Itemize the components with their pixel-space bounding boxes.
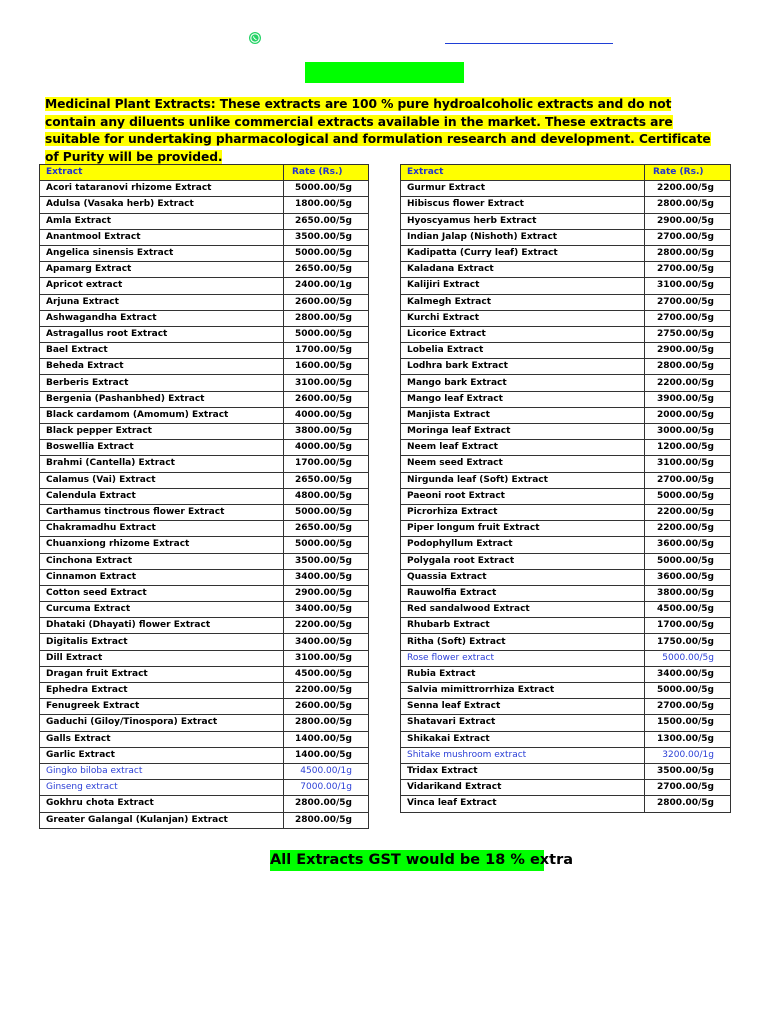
table-row xyxy=(401,699,731,715)
extract-rate: 1300.00/5g xyxy=(645,731,731,747)
table-row xyxy=(401,488,731,504)
extract-rate: 2400.00/1g xyxy=(284,278,369,294)
extract-rate: 2600.00/5g xyxy=(284,699,369,715)
extract-rate: 1200.00/5g xyxy=(645,440,731,456)
table-header-row xyxy=(401,165,731,181)
extract-rate: 3800.00/5g xyxy=(284,424,369,440)
extract-rate: 2700.00/5g xyxy=(645,310,731,326)
table-row xyxy=(40,407,369,423)
extract-rate: 2800.00/5g xyxy=(284,796,369,812)
extract-rate: 5000.00/5g xyxy=(284,326,369,342)
table-row xyxy=(401,537,731,553)
extract-name: Brahmi (Cantella) Extract xyxy=(40,456,284,472)
extract-name: Boswellia Extract xyxy=(40,440,284,456)
extract-name: Greater Galangal (Kulanjan) Extract xyxy=(40,812,284,828)
contact-link-underline[interactable] xyxy=(445,43,613,44)
extract-rate: 1750.00/5g xyxy=(645,634,731,650)
extract-rate: 3100.00/5g xyxy=(645,278,731,294)
table-row xyxy=(401,440,731,456)
extract-rate: 2200.00/5g xyxy=(645,504,731,520)
extract-name: Licorice Extract xyxy=(401,326,645,342)
extract-rate: 2650.00/5g xyxy=(284,213,369,229)
extract-name: Dill Extract xyxy=(40,650,284,666)
extract-rate: 2650.00/5g xyxy=(284,521,369,537)
table-row xyxy=(40,537,369,553)
table-row xyxy=(40,488,369,504)
extract-rate: 5000.00/5g xyxy=(645,553,731,569)
extract-name: Digitalis Extract xyxy=(40,634,284,650)
table-row xyxy=(401,602,731,618)
table-row xyxy=(401,245,731,261)
table-row xyxy=(40,278,369,294)
extract-rate: 5000.00/5g xyxy=(645,488,731,504)
extract-rate: 2900.00/5g xyxy=(645,213,731,229)
table-row xyxy=(40,262,369,278)
extract-column-header: Extract xyxy=(40,165,284,181)
extract-name: Mango bark Extract xyxy=(401,375,645,391)
table-row xyxy=(401,391,731,407)
extract-rate: 3600.00/5g xyxy=(645,569,731,585)
extract-rate: 2650.00/5g xyxy=(284,472,369,488)
table-row xyxy=(40,391,369,407)
extract-name: Angelica sinensis Extract xyxy=(40,245,284,261)
table-row xyxy=(40,375,369,391)
extract-name: Ginseng extract xyxy=(40,780,284,796)
extract-rate: 3800.00/5g xyxy=(645,585,731,601)
extract-column-header: Extract xyxy=(401,165,645,181)
table-row xyxy=(401,310,731,326)
table-row xyxy=(40,780,369,796)
extract-name: Rauwolfia Extract xyxy=(401,585,645,601)
table-row xyxy=(401,343,731,359)
table-header-row xyxy=(40,165,369,181)
extract-name: Dhataki (Dhayati) flower Extract xyxy=(40,618,284,634)
extract-name: Gokhru chota Extract xyxy=(40,796,284,812)
table-row xyxy=(40,343,369,359)
extract-rate: 3400.00/5g xyxy=(284,602,369,618)
extract-name: Berberis Extract xyxy=(40,375,284,391)
extract-rate: 3400.00/5g xyxy=(645,666,731,682)
table-row xyxy=(40,440,369,456)
extract-name: Mango leaf Extract xyxy=(401,391,645,407)
extract-rate: 5000.00/5g xyxy=(645,650,731,666)
extract-rate: 2800.00/5g xyxy=(284,310,369,326)
table-row xyxy=(401,666,731,682)
extract-rate: 2800.00/5g xyxy=(645,245,731,261)
table-row xyxy=(401,213,731,229)
extract-rate: 1400.00/5g xyxy=(284,747,369,763)
table-row xyxy=(40,634,369,650)
extract-rate: 1700.00/5g xyxy=(645,618,731,634)
extract-rate: 2200.00/5g xyxy=(645,375,731,391)
extract-name: Bergenia (Pashanbhed) Extract xyxy=(40,391,284,407)
table-row xyxy=(401,553,731,569)
extract-name: Amla Extract xyxy=(40,213,284,229)
extract-name: Cinnamon Extract xyxy=(40,569,284,585)
table-row xyxy=(401,375,731,391)
table-row xyxy=(40,796,369,812)
extract-name: Ritha (Soft) Extract xyxy=(401,634,645,650)
extract-name: Chakramadhu Extract xyxy=(40,521,284,537)
table-row xyxy=(40,245,369,261)
extract-name: Black pepper Extract xyxy=(40,424,284,440)
table-row xyxy=(40,618,369,634)
table-row xyxy=(40,585,369,601)
gst-note: All Extracts GST would be 18 % extra xyxy=(270,850,544,871)
extract-rate: 7000.00/1g xyxy=(284,780,369,796)
extract-name: Neem leaf Extract xyxy=(401,440,645,456)
extract-name: Ephedra Extract xyxy=(40,683,284,699)
table-row xyxy=(401,585,731,601)
extract-rate: 2000.00/5g xyxy=(645,407,731,423)
extract-rate: 5000.00/5g xyxy=(284,537,369,553)
extract-name: Bael Extract xyxy=(40,343,284,359)
extract-name: Quassia Extract xyxy=(401,569,645,585)
extract-name: Hyoscyamus herb Extract xyxy=(401,213,645,229)
table-row xyxy=(40,424,369,440)
table-row xyxy=(401,796,731,812)
extract-rate: 3400.00/5g xyxy=(284,569,369,585)
table-row xyxy=(401,731,731,747)
extract-rate: 3400.00/5g xyxy=(284,634,369,650)
table-row xyxy=(40,699,369,715)
extract-name: Dragan fruit Extract xyxy=(40,666,284,682)
table-row xyxy=(401,456,731,472)
extract-name: Carthamus tinctrous flower Extract xyxy=(40,504,284,520)
extract-rate: 3100.00/5g xyxy=(284,375,369,391)
extract-name: Galls Extract xyxy=(40,731,284,747)
extract-name: Kaladana Extract xyxy=(401,262,645,278)
extract-name: Nirgunda leaf (Soft) Extract xyxy=(401,472,645,488)
extract-rate: 2800.00/5g xyxy=(284,812,369,828)
table-row xyxy=(40,569,369,585)
table-row xyxy=(40,683,369,699)
table-row xyxy=(40,229,369,245)
extract-rate: 2800.00/5g xyxy=(645,796,731,812)
extract-name: Beheda Extract xyxy=(40,359,284,375)
table-row xyxy=(40,197,369,213)
extract-name: Calendula Extract xyxy=(40,488,284,504)
table-row xyxy=(401,780,731,796)
extract-name: Indian Jalap (Nishoth) Extract xyxy=(401,229,645,245)
extract-name: Black cardamom (Amomum) Extract xyxy=(40,407,284,423)
table-row xyxy=(401,197,731,213)
price-table-left xyxy=(39,164,369,829)
extract-rate: 3100.00/5g xyxy=(645,456,731,472)
extract-name: Curcuma Extract xyxy=(40,602,284,618)
extract-rate: 3600.00/5g xyxy=(645,537,731,553)
extract-name: Calamus (Vai) Extract xyxy=(40,472,284,488)
table-row xyxy=(401,294,731,310)
table-row xyxy=(40,521,369,537)
extract-name: Kalijiri Extract xyxy=(401,278,645,294)
extract-rate: 2200.00/5g xyxy=(284,618,369,634)
table-row xyxy=(401,504,731,520)
extract-rate: 3500.00/5g xyxy=(284,229,369,245)
extract-rate: 1600.00/5g xyxy=(284,359,369,375)
extract-rate: 4800.00/5g xyxy=(284,488,369,504)
extract-rate: 4500.00/5g xyxy=(645,602,731,618)
extract-rate: 2700.00/5g xyxy=(645,472,731,488)
rate-column-header: Rate (Rs.) xyxy=(645,165,731,181)
table-row xyxy=(40,310,369,326)
extract-name: Paeoni root Extract xyxy=(401,488,645,504)
extract-rate: 4500.00/1g xyxy=(284,763,369,779)
table-row xyxy=(40,456,369,472)
extract-rate: 2700.00/5g xyxy=(645,294,731,310)
extract-name: Apamarg Extract xyxy=(40,262,284,278)
extract-name: Gurmur Extract xyxy=(401,181,645,197)
table-row xyxy=(40,504,369,520)
extract-rate: 5000.00/5g xyxy=(284,245,369,261)
extract-rate: 2900.00/5g xyxy=(284,585,369,601)
extract-rate: 2750.00/5g xyxy=(645,326,731,342)
extract-name: Rhubarb Extract xyxy=(401,618,645,634)
table-row xyxy=(401,181,731,197)
extract-name: Cotton seed Extract xyxy=(40,585,284,601)
table-row xyxy=(40,731,369,747)
extract-name: Manjista Extract xyxy=(401,407,645,423)
extract-rate: 1500.00/5g xyxy=(645,715,731,731)
extract-name: Ashwagandha Extract xyxy=(40,310,284,326)
table-row xyxy=(401,229,731,245)
intro-text: Medicinal Plant Extracts: These extracts are 100 % pure hydroalcoholic extracts and do not contain any diluents unlike commercial extracts available in the market. These extracts are suitable for undertaking pharmacological and formulation research and development. Certificate of Purity will be provided. xyxy=(45,97,711,164)
extract-name: Chuanxiong rhizome Extract xyxy=(40,537,284,553)
table-row xyxy=(40,763,369,779)
extract-rate: 4000.00/5g xyxy=(284,407,369,423)
extract-name: Kadipatta (Curry leaf) Extract xyxy=(401,245,645,261)
extract-rate: 2700.00/5g xyxy=(645,699,731,715)
extract-name: Polygala root Extract xyxy=(401,553,645,569)
extract-rate: 4000.00/5g xyxy=(284,440,369,456)
extract-rate: 1400.00/5g xyxy=(284,731,369,747)
table-row xyxy=(401,618,731,634)
table-row xyxy=(401,262,731,278)
extract-name: Acori tataranovi rhizome Extract xyxy=(40,181,284,197)
extract-rate: 2600.00/5g xyxy=(284,391,369,407)
extract-rate: 4500.00/5g xyxy=(284,666,369,682)
table-row xyxy=(40,326,369,342)
table-row xyxy=(40,715,369,731)
extract-rate: 2650.00/5g xyxy=(284,262,369,278)
extract-rate: 2600.00/5g xyxy=(284,294,369,310)
extract-rate: 2900.00/5g xyxy=(645,343,731,359)
extract-name: Vinca leaf Extract xyxy=(401,796,645,812)
table-row xyxy=(401,650,731,666)
table-row xyxy=(40,812,369,828)
extract-rate: 5000.00/5g xyxy=(284,181,369,197)
table-row xyxy=(401,521,731,537)
table-row xyxy=(40,181,369,197)
extract-rate: 3500.00/5g xyxy=(284,553,369,569)
extract-name: Neem seed Extract xyxy=(401,456,645,472)
extract-name: Garlic Extract xyxy=(40,747,284,763)
extract-name: Moringa leaf Extract xyxy=(401,424,645,440)
extract-name: Tridax Extract xyxy=(401,763,645,779)
extract-name: Astragallus root Extract xyxy=(40,326,284,342)
extract-rate: 3500.00/5g xyxy=(645,763,731,779)
extract-name: Shikakai Extract xyxy=(401,731,645,747)
extract-name: Shatavari Extract xyxy=(401,715,645,731)
extract-rate: 3100.00/5g xyxy=(284,650,369,666)
extract-name: Salvia mimittrorrhiza Extract xyxy=(401,683,645,699)
table-row xyxy=(40,666,369,682)
price-table-right xyxy=(400,164,731,813)
table-row xyxy=(401,763,731,779)
table-row xyxy=(40,359,369,375)
extract-rate: 1800.00/5g xyxy=(284,197,369,213)
extract-rate: 3200.00/1g xyxy=(645,747,731,763)
table-row xyxy=(401,407,731,423)
extract-name: Kurchi Extract xyxy=(401,310,645,326)
extract-name: Senna leaf Extract xyxy=(401,699,645,715)
table-row xyxy=(401,472,731,488)
whatsapp-icon[interactable] xyxy=(249,32,261,44)
extract-rate: 2200.00/5g xyxy=(645,521,731,537)
table-row xyxy=(40,472,369,488)
extract-name: Picrorhiza Extract xyxy=(401,504,645,520)
extract-rate: 2800.00/5g xyxy=(645,359,731,375)
table-row xyxy=(40,650,369,666)
table-row xyxy=(401,278,731,294)
extract-name: Lodhra bark Extract xyxy=(401,359,645,375)
extract-rate: 2700.00/5g xyxy=(645,262,731,278)
extract-rate: 5000.00/5g xyxy=(645,683,731,699)
table-row xyxy=(401,359,731,375)
extract-rate: 1700.00/5g xyxy=(284,343,369,359)
extract-rate: 3900.00/5g xyxy=(645,391,731,407)
extract-name: Lobelia Extract xyxy=(401,343,645,359)
extract-name: Adulsa (Vasaka herb) Extract xyxy=(40,197,284,213)
table-row xyxy=(401,424,731,440)
extract-name: Vidarikand Extract xyxy=(401,780,645,796)
extract-rate: 5000.00/5g xyxy=(284,504,369,520)
table-row xyxy=(40,553,369,569)
extract-name: Arjuna Extract xyxy=(40,294,284,310)
extract-name: Fenugreek Extract xyxy=(40,699,284,715)
extract-name: Rubia Extract xyxy=(401,666,645,682)
table-row xyxy=(401,569,731,585)
extract-rate: 3000.00/5g xyxy=(645,424,731,440)
extract-rate: 1700.00/5g xyxy=(284,456,369,472)
extract-rate: 2200.00/5g xyxy=(284,683,369,699)
extract-name: Gaduchi (Giloy/Tinospora) Extract xyxy=(40,715,284,731)
extract-name: Rose flower extract xyxy=(401,650,645,666)
extract-name: Apricot extract xyxy=(40,278,284,294)
table-row xyxy=(401,715,731,731)
table-row xyxy=(40,747,369,763)
extract-rate: 2700.00/5g xyxy=(645,780,731,796)
extract-name: Podophyllum Extract xyxy=(401,537,645,553)
intro-paragraph xyxy=(45,96,723,166)
extract-name: Gingko biloba extract xyxy=(40,763,284,779)
extract-rate: 2800.00/5g xyxy=(645,197,731,213)
table-row xyxy=(40,602,369,618)
extract-rate: 2800.00/5g xyxy=(284,715,369,731)
rate-column-header: Rate (Rs.) xyxy=(284,165,369,181)
highlight-banner xyxy=(305,62,464,83)
extract-name: Shitake mushroom extract xyxy=(401,747,645,763)
extract-name: Piper longum fruit Extract xyxy=(401,521,645,537)
extract-name: Kalmegh Extract xyxy=(401,294,645,310)
table-row xyxy=(401,747,731,763)
extract-rate: 2700.00/5g xyxy=(645,229,731,245)
table-row xyxy=(401,683,731,699)
extract-name: Cinchona Extract xyxy=(40,553,284,569)
table-row xyxy=(401,326,731,342)
extract-name: Anantmool Extract xyxy=(40,229,284,245)
extract-name: Red sandalwood Extract xyxy=(401,602,645,618)
table-row xyxy=(401,634,731,650)
extract-rate: 2200.00/5g xyxy=(645,181,731,197)
table-row xyxy=(40,294,369,310)
extract-name: Hibiscus flower Extract xyxy=(401,197,645,213)
table-row xyxy=(40,213,369,229)
